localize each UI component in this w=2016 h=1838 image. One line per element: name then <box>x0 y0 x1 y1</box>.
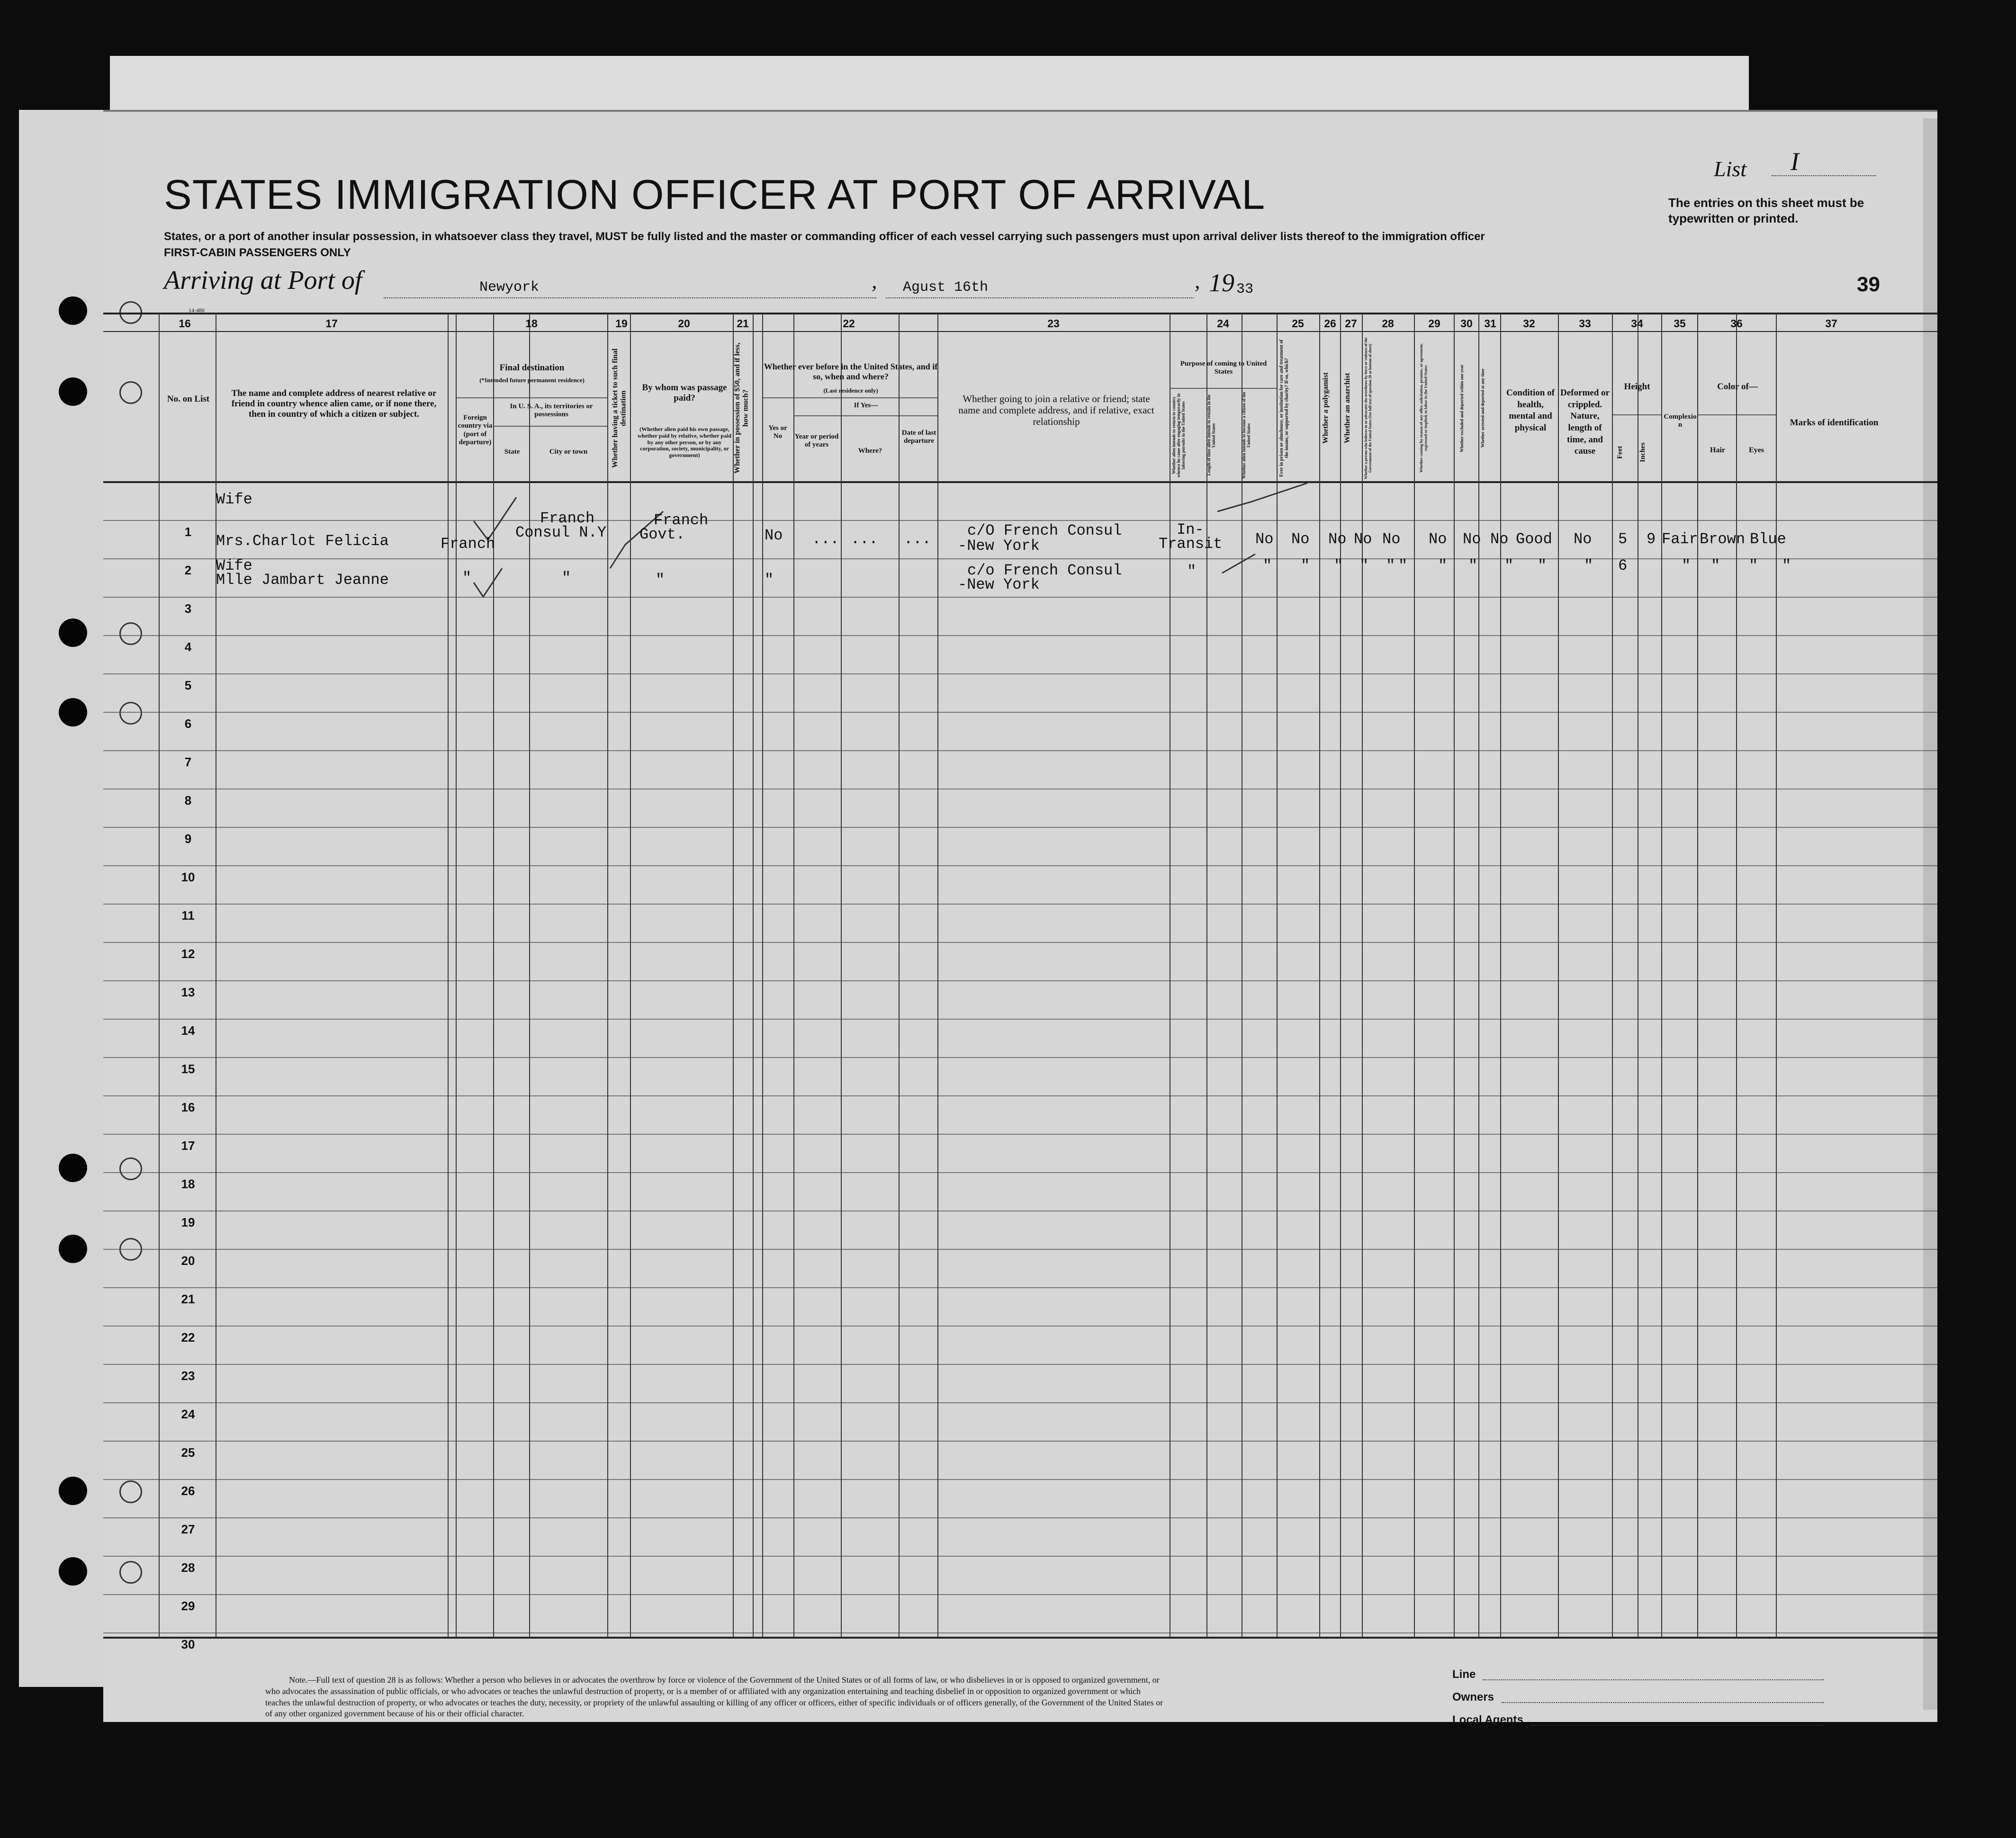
col22-where: Where? <box>858 447 882 455</box>
row2-ditto-foreign: " <box>462 569 472 587</box>
col22-sub: (Last residence only) <box>823 387 878 394</box>
row2-ditto-35: " <box>1682 557 1691 574</box>
row2-ditto-25: " <box>1301 557 1310 574</box>
col25-label: Ever in prison or almshouse, or institution for care and treatment of the insane, or supported by charity? If so, which? <box>1279 340 1289 477</box>
row2-ditto-usa: " <box>562 569 571 587</box>
row1-usa-line1: Franch <box>540 510 595 527</box>
col32-label: Condition of health, mental and physical <box>1506 388 1555 433</box>
row-number: 15 <box>181 1062 195 1076</box>
column-number: 37 <box>1825 317 1837 330</box>
row-number: 18 <box>181 1177 195 1191</box>
row1-eyes: Blue <box>1750 530 1786 548</box>
row1-before: No <box>765 527 783 544</box>
row1-purpose-line2: Transit <box>1159 535 1223 553</box>
year-suffix: 33 <box>1236 281 1254 297</box>
comma: , <box>1195 269 1200 293</box>
row1-col29: No <box>1429 530 1447 548</box>
column-number: 35 <box>1674 317 1686 330</box>
row1-inches: 9 <box>1647 530 1656 548</box>
col36-label: Color of— <box>1717 382 1758 392</box>
row2-ditto-37: " <box>1782 557 1791 574</box>
footer-owners-label: Owners <box>1452 1691 1494 1704</box>
port-value: Newyork <box>479 279 540 296</box>
row1-col28: No <box>1382 530 1401 548</box>
row2-ditto-33: " <box>1584 557 1593 574</box>
class-line: FIRST-CABIN PASSENGERS ONLY <box>164 246 351 259</box>
col24-a: Whether alien intends to return to country whence he came after engaging temporarily in laboring pursuits in the United States <box>1171 393 1186 477</box>
col28-label: Whether a person who believes in or advocates the overthrow by force or violence of the Government of the United States (See full text of question 28 at bottom of sheet) <box>1364 337 1372 479</box>
form-small: 14-480 <box>189 307 205 314</box>
row1-name: Mrs.Charlot Felicia <box>216 532 389 550</box>
col20-label: By whom was passage paid? <box>642 383 727 403</box>
row1-col26: No <box>1328 530 1347 548</box>
row-number: 23 <box>181 1369 195 1383</box>
col34-inches: Inches <box>1639 442 1647 462</box>
page-title: STATES IMMIGRATION OFFICER AT PORT OF ARRIVAL <box>164 171 1266 218</box>
column-number: 17 <box>325 317 338 330</box>
footer-owners-field <box>1502 1702 1824 1703</box>
col34-feet: Feet <box>1616 446 1624 459</box>
arriving-label: Arriving at Port of <box>164 266 362 295</box>
column-number: 31 <box>1484 317 1496 330</box>
date-value: Agust 16th <box>903 279 989 296</box>
row2-join-line2: -New York <box>958 576 1040 593</box>
col21-label: Whether in possession of $50, and if less, how much? <box>733 342 750 474</box>
row2-ditto-28b: " <box>1398 557 1408 574</box>
row2-ditto-26: " <box>1334 557 1343 574</box>
row-number: 10 <box>181 870 195 884</box>
row-number: 26 <box>181 1484 195 1498</box>
column-number: 19 <box>615 317 628 330</box>
column-number: 36 <box>1730 317 1743 330</box>
col22-date: Date of last departure <box>901 429 936 445</box>
column-number: 34 <box>1631 317 1643 330</box>
row1-relation: Wife <box>216 491 252 508</box>
row-number: 3 <box>184 601 192 616</box>
col24-c: Whether alien intends to become a citizen of the United States <box>1242 392 1251 479</box>
col22-yes-no: Yes or No <box>768 424 787 440</box>
col33-label: Deformed or crippled. Nature, length of time, and cause <box>1560 388 1610 457</box>
column-number: 23 <box>1047 317 1060 330</box>
col27-label: Whether an anarchist <box>1343 373 1351 444</box>
row2-ditto-paid: " <box>656 571 665 589</box>
question-28-note: Note.—Full text of question 28 is as follows: Whether a person who believes in or advocates the overthrow by force or violence of the Government of the United States or of all forms of law, or who disbelieves in or is opposed to organized government, or who advocates the assassination of public officials, or who advocates or teaches the unlawful destruction of property, or is a member of or affiliated with any organization entertaining and teaching disbelief in or opposition to organized government or which teaches the unlawful destruction of property, or who advocates or teaches the duty, necessity, or propriety of the unlawful assaulting or killing of any officer or officers, either of specific individuals or of officers generally, of the Government of the United States or of any other organized government because of his or their official character. <box>265 1675 1163 1719</box>
col36-eyes: Eyes <box>1749 446 1764 454</box>
row-number: 8 <box>184 793 192 807</box>
row2-feet: 6 <box>1618 557 1628 574</box>
row-number: 16 <box>181 1100 195 1114</box>
row1-col30: No <box>1463 530 1481 548</box>
row1-join-line2: -New York <box>958 537 1040 555</box>
column-number: 20 <box>678 317 690 330</box>
row-number: 28 <box>181 1560 195 1575</box>
column-number: 30 <box>1460 317 1473 330</box>
col29-label: Whether coming by reason of any offer, solicitation, promise, or agreement, expressed or implied, to labor in the United States <box>1419 343 1428 473</box>
row1-paid-line1: Franch <box>654 511 709 529</box>
col18-foreign: Foreign country via (port of departure) <box>458 414 493 446</box>
row2-ditto-32: " <box>1538 557 1547 574</box>
col31-label: Whether arrested and deported at any time <box>1480 368 1485 448</box>
col22-years: Year or period of years <box>794 433 839 449</box>
row-number: 27 <box>181 1522 195 1536</box>
row2-ditto-36-hair: " <box>1711 557 1720 574</box>
row2-name: Mlle Jambart Jeanne <box>216 571 389 589</box>
col22-label: Whether ever before in the United States, and if so, when and where? <box>764 362 938 381</box>
typed-note: The entries on this sheet must be typewritten or printed. <box>1668 196 1864 225</box>
comma: , <box>872 269 877 293</box>
row2-ditto-28a: " <box>1386 557 1395 574</box>
row1-complexion: Fair <box>1662 530 1698 548</box>
footer-agents-label: Local Agents <box>1452 1713 1523 1726</box>
row1-usa-line2: Consul N.Y <box>515 524 607 541</box>
row2-ditto-purpose: " <box>1187 563 1197 580</box>
row-number: 5 <box>184 678 192 692</box>
col18-usa: In U. S. A., its territories or possessions <box>510 403 593 419</box>
row2-ditto-31: " <box>1504 557 1514 574</box>
col24-b: Length of time alien intends to remain in the United States <box>1206 394 1216 476</box>
col36-hair: Hair <box>1710 446 1725 454</box>
column-number: 16 <box>179 317 191 330</box>
row-number: 30 <box>181 1637 195 1651</box>
row-number: 1 <box>184 525 192 539</box>
col22-if-yes: If Yes— <box>854 402 878 409</box>
list-label: List <box>1714 157 1747 181</box>
col17-label: The name and complete address of nearest relative or friend in country whence alien came, or if none there, then in country of which a citizen or subject. <box>231 388 437 419</box>
row2-join-line1: c/o French Consul <box>967 562 1122 579</box>
row1-foreign: Franch <box>441 535 495 553</box>
row-number: 24 <box>181 1407 195 1421</box>
col35-label: Complexion <box>1664 413 1697 429</box>
row2-ditto-36-eyes: " <box>1749 557 1758 574</box>
row-number: 29 <box>181 1599 195 1613</box>
col34-label: Height <box>1624 382 1650 392</box>
row-number: 14 <box>181 1023 195 1038</box>
col20-sub: (Whether alien paid his own passage, whether paid by relative, whether paid by any other person, or by any corporation, society, municipality, or government) <box>637 426 731 459</box>
row1-feet: 5 <box>1618 530 1628 548</box>
page-number: 39 <box>1857 273 1880 296</box>
row-number: 6 <box>184 717 192 731</box>
instruction-text: States, or a port of another insular possession, in whatsoever class they travel, MUST be fully listed and the master or commanding officer of each vessel carrying such passengers must upon arrival deliver lists thereof to the immigration officer <box>164 230 1485 243</box>
row-number: 9 <box>184 832 192 846</box>
col16-label: No. on List <box>167 394 210 404</box>
col37-label: Marks of identification <box>1790 418 1879 428</box>
row1-where: ... <box>851 530 878 548</box>
footer-line-field <box>1483 1679 1824 1680</box>
column-number: 32 <box>1523 317 1535 330</box>
col18-label: Final destination <box>499 363 565 373</box>
row1-hair: Brown <box>1700 530 1746 548</box>
row-number: 11 <box>181 908 195 923</box>
row2-ditto-29: " <box>1438 557 1448 574</box>
column-number: 25 <box>1292 317 1304 330</box>
column-number: 29 <box>1428 317 1440 330</box>
row-number: 4 <box>184 640 192 654</box>
footer-form-number: 14-480 <box>1106 1730 1122 1736</box>
footer-agents-field <box>1530 1725 1824 1726</box>
row1-years: ... <box>812 530 839 548</box>
row1-paid-line2: Govt. <box>639 526 685 543</box>
row2-ditto-24c: " <box>1263 557 1272 574</box>
row-number: 20 <box>181 1254 195 1268</box>
col19-label: Whether having a ticket to such final destination <box>611 348 628 468</box>
list-value: I <box>1791 147 1799 176</box>
column-number: 21 <box>737 317 749 330</box>
col23-label: Whether going to join a relative or friend; state name and complete address, and if relative, exact relationship <box>958 393 1154 428</box>
row-number: 2 <box>184 563 192 577</box>
row2-relation: Wife <box>216 557 252 574</box>
row1-purpose-line1: In- <box>1177 521 1204 538</box>
row2-ditto-30: " <box>1468 557 1478 574</box>
row2-ditto-27: " <box>1359 557 1369 574</box>
column-number: 28 <box>1382 317 1394 330</box>
row1-date: ... <box>904 530 931 548</box>
row2-ditto-before: " <box>765 571 774 589</box>
row1-health: Good <box>1516 530 1552 548</box>
column-number: 26 <box>1324 317 1336 330</box>
column-number: 22 <box>843 317 855 330</box>
row1-col27: No <box>1354 530 1372 548</box>
row-number: 12 <box>181 947 195 961</box>
col18-sub: (*Intended future permanent residence) <box>479 377 585 384</box>
row1-join-line1: c/O French Consul <box>967 522 1122 539</box>
column-number: 27 <box>1345 317 1357 330</box>
column-number: 33 <box>1579 317 1591 330</box>
footer-line-label: Line <box>1452 1668 1476 1681</box>
row-number: 21 <box>181 1292 195 1306</box>
row1-col31: No <box>1490 530 1509 548</box>
row-number: 19 <box>181 1215 195 1229</box>
column-number: 18 <box>525 317 538 330</box>
row-number: 17 <box>181 1139 195 1153</box>
row-number: 25 <box>181 1445 195 1460</box>
row1-col25: No <box>1291 530 1310 548</box>
col24-label: Purpose of coming to United States <box>1180 360 1267 376</box>
row1-col24c: No <box>1255 530 1274 548</box>
col18-state: State <box>504 448 520 456</box>
col26-label: Whether a polygamist <box>1322 372 1330 444</box>
row-number: 7 <box>184 755 192 769</box>
col18-city: City or town <box>549 448 588 456</box>
row-number: 22 <box>181 1330 195 1345</box>
row-number: 13 <box>181 985 195 999</box>
col30-label: Whether excluded and deported within one year <box>1459 364 1464 452</box>
row1-deformed: No <box>1574 530 1592 548</box>
year-prefix: 19 <box>1209 269 1234 297</box>
column-number: 24 <box>1217 317 1229 330</box>
